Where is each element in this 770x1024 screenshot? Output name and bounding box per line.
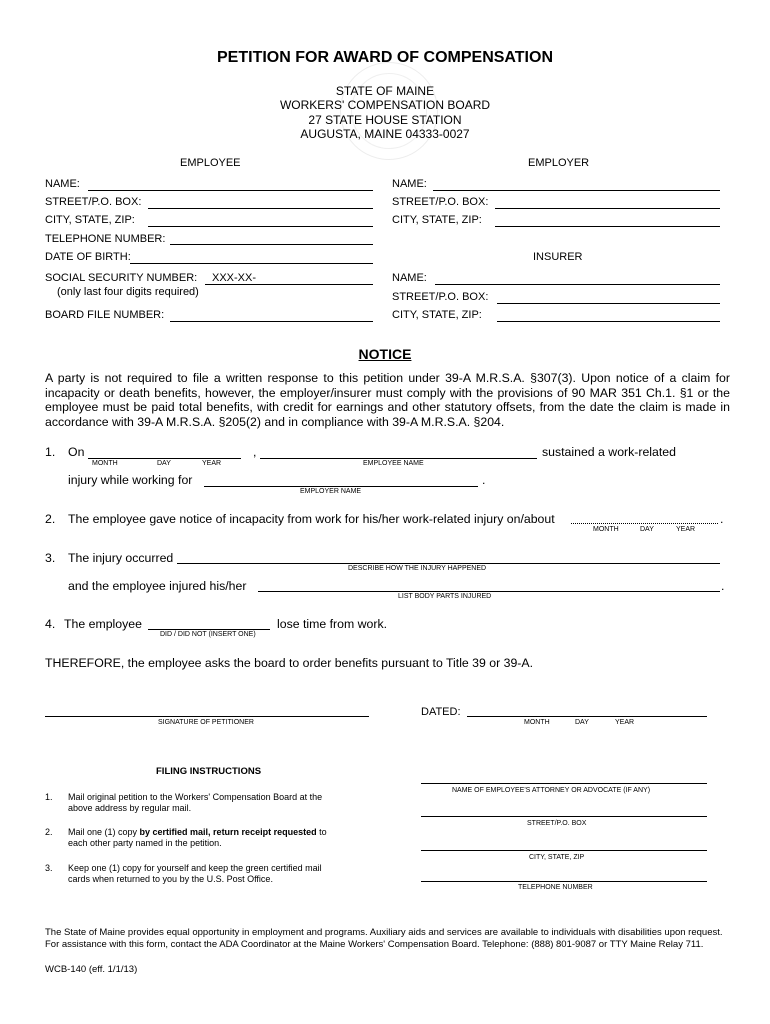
item3-period: . <box>721 579 725 593</box>
item3-injured: and the employee injured his/her <box>68 579 247 593</box>
attorney-name-caption: NAME OF EMPLOYEE'S ATTORNEY OR ADVOCATE (IF ANY) <box>452 787 651 794</box>
item2-month-caption: MONTH <box>593 526 619 533</box>
employer-city-label: CITY, STATE, ZIP: <box>392 214 482 226</box>
therefore-text: THEREFORE, the employee asks the board to order benefits pursuant to Title 39 or 39-A. <box>45 656 534 670</box>
employee-street-field[interactable] <box>148 208 373 209</box>
employee-board-file-label: BOARD FILE NUMBER: <box>45 309 165 321</box>
filing-item3-line1: Keep one (1) copy for yourself and keep the green certified mail <box>68 863 322 873</box>
header-street: 27 STATE HOUSE STATION <box>308 113 462 127</box>
filing-item1-line1: Mail original petition to the Workers' Compensation Board at the <box>68 792 323 802</box>
dated-day-caption: DAY <box>575 719 589 726</box>
filing-item2-line1: Mail one (1) copy by certified mail, return receipt requested to <box>68 827 327 837</box>
employee-board-file-field[interactable] <box>170 321 373 322</box>
item1-day-caption: DAY <box>157 460 171 467</box>
insurer-street-field[interactable] <box>497 303 720 304</box>
employee-dob-label: DATE OF BIRTH: <box>45 251 131 263</box>
notice-heading: NOTICE <box>358 346 412 362</box>
item1-date-field[interactable] <box>88 458 241 459</box>
item1-injury-while: injury while working for <box>68 473 193 487</box>
item4-lose: lose time from work. <box>277 617 388 631</box>
item1-employer-name-caption: EMPLOYER NAME <box>300 488 362 495</box>
item1-number: 1. <box>45 445 56 459</box>
item3-text: The injury occurred <box>68 551 174 565</box>
page-title: PETITION FOR AWARD OF COMPENSATION <box>217 49 553 66</box>
employee-heading: EMPLOYEE <box>180 157 241 169</box>
signature-caption: SIGNATURE OF PETITIONER <box>158 719 254 726</box>
employer-street-field[interactable] <box>495 208 720 209</box>
item2-text: The employee gave notice of incapacity from work for his/her work-related injury on/about <box>68 512 555 526</box>
employee-telephone-field[interactable] <box>170 244 373 245</box>
item2-number: 2. <box>45 512 56 526</box>
item4-text: The employee <box>64 617 142 631</box>
employer-heading: EMPLOYER <box>528 157 590 169</box>
insurer-heading: INSURER <box>533 251 583 263</box>
attorney-street-field[interactable] <box>421 816 707 817</box>
notice-text: A party is not required to file a written response to this petition under 39-A M.R.S.A. §307(3). Upon notice of a claim for incapacity or death benefits, however, the employer/insurer must comply with the provisions of 90 MAR 351 Ch.1. §1 or the employee must be paid total benefits, with credit for earnings and other statutory offsets, from the date the claim is made in accordance with 39-A M.R.S.A. §205(2) and in compliance with 39-A M.R.S.A. §204. <box>45 371 730 429</box>
insurer-name-label: NAME: <box>392 272 427 284</box>
insurer-city-field[interactable] <box>497 321 720 322</box>
attorney-city-caption: CITY, STATE, ZIP <box>529 854 585 861</box>
dated-month-caption: MONTH <box>524 719 550 726</box>
filing-heading: FILING INSTRUCTIONS <box>156 766 262 777</box>
item1-employee-name-caption: EMPLOYEE NAME <box>363 460 424 467</box>
attorney-city-field[interactable] <box>421 850 707 851</box>
item2-day-caption: DAY <box>640 526 654 533</box>
employer-name-field[interactable] <box>433 190 720 191</box>
item1-on: On <box>68 445 85 459</box>
employee-ssn-value: XXX-XX- <box>212 272 257 284</box>
header-city: AUGUSTA, MAINE 04333-0027 <box>300 127 470 141</box>
signature-field[interactable] <box>45 716 369 717</box>
item1-sustained: sustained a work-related <box>542 445 676 459</box>
employee-ssn-note: (only last four digits required) <box>57 286 199 298</box>
item4-number: 4. <box>45 617 56 631</box>
employee-city-label: CITY, STATE, ZIP: <box>45 214 135 226</box>
item2-year-caption: YEAR <box>676 526 696 533</box>
insurer-city-label: CITY, STATE, ZIP: <box>392 309 482 321</box>
attorney-phone-caption: TELEPHONE NUMBER <box>518 884 593 891</box>
footer-text: The State of Maine provides equal opportunity in employment and programs. Auxiliary aids and services are available to individuals with disabilities upon request. For assistance with this form, contact the ADA Coordinator at the Maine Workers' Compensation Board. Telephone: (888) 801-9087 or TTY Maine Relay 711. <box>45 927 723 950</box>
attorney-street-caption: STREET/P.O. BOX <box>527 820 587 827</box>
form-id: WCB-140 (eff. 1/1/13) <box>45 964 138 975</box>
item2-date-field[interactable] <box>571 523 718 524</box>
item4-did-field[interactable] <box>148 629 270 630</box>
employee-name-field[interactable] <box>88 190 373 191</box>
filing-item1-number: 1. <box>45 792 53 802</box>
employee-city-field[interactable] <box>148 226 373 227</box>
employee-ssn-field[interactable] <box>205 284 373 285</box>
item3-describe-caption: DESCRIBE HOW THE INJURY HAPPENED <box>348 565 487 572</box>
employee-telephone-label: TELEPHONE NUMBER: <box>45 233 166 245</box>
item3-list-caption: LIST BODY PARTS INJURED <box>398 593 492 600</box>
filing-item1-line2: above address by regular mail. <box>68 803 192 813</box>
filing-item2-number: 2. <box>45 827 53 837</box>
item3-body-parts-field[interactable] <box>258 591 720 592</box>
item1-employee-name-field[interactable] <box>260 458 537 459</box>
attorney-phone-field[interactable] <box>421 881 707 882</box>
item1-period: . <box>482 473 486 487</box>
item2-period: . <box>720 512 724 526</box>
item1-comma: , <box>253 445 257 459</box>
employee-ssn-label: SOCIAL SECURITY NUMBER: <box>45 272 198 284</box>
employer-city-field[interactable] <box>495 226 720 227</box>
item3-describe-field[interactable] <box>177 563 720 564</box>
item3-number: 3. <box>45 551 56 565</box>
dated-year-caption: YEAR <box>615 719 635 726</box>
dated-field[interactable] <box>467 716 707 717</box>
dated-label: DATED: <box>421 706 461 718</box>
insurer-name-field[interactable] <box>435 284 720 285</box>
item1-year-caption: YEAR <box>202 460 222 467</box>
header-board: WORKERS' COMPENSATION BOARD <box>279 98 491 112</box>
employee-dob-field[interactable] <box>130 263 373 264</box>
filing-item2-line2: each other party named in the petition. <box>68 838 222 848</box>
insurer-street-label: STREET/P.O. BOX: <box>392 291 489 303</box>
employee-street-label: STREET/P.O. BOX: <box>45 196 142 208</box>
employer-street-label: STREET/P.O. BOX: <box>392 196 489 208</box>
header-state: STATE OF MAINE <box>335 84 435 98</box>
attorney-name-field[interactable] <box>421 783 707 784</box>
filing-item3-line2: cards when returned to you by the U.S. Post Office. <box>68 874 273 884</box>
filing-item3-number: 3. <box>45 863 53 873</box>
employee-name-label: NAME: <box>45 178 80 190</box>
item4-did-caption: DID / DID NOT (INSERT ONE) <box>160 631 256 638</box>
employer-name-label: NAME: <box>392 178 427 190</box>
item1-employer-name-field[interactable] <box>204 486 478 487</box>
item1-month-caption: MONTH <box>92 460 118 467</box>
